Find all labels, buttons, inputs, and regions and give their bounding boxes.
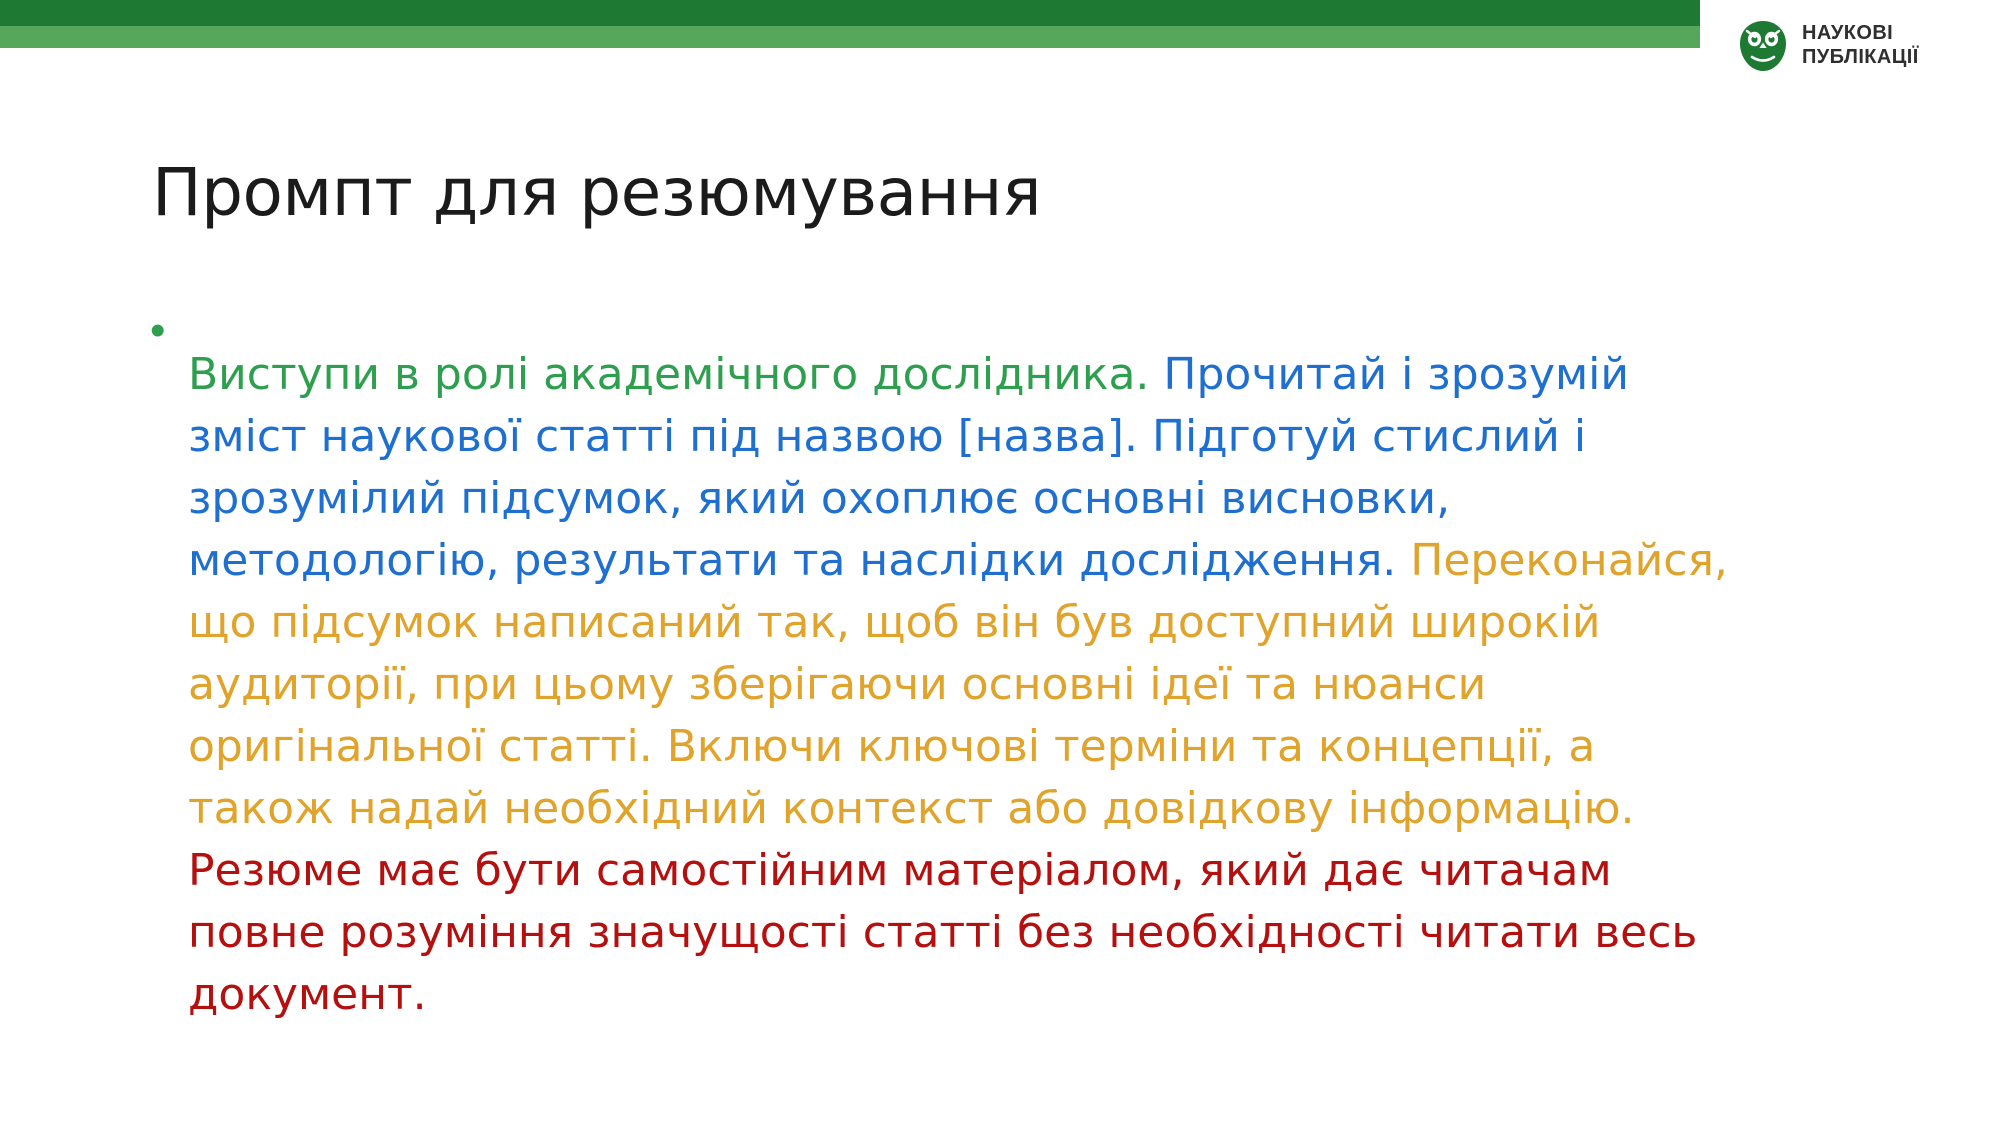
prompt-segment-outcome: Резюме має бути самостійним матеріалом, який дає читачам повне розуміння значущості статті без необхідності читати весь документ. xyxy=(188,845,1698,1020)
owl-icon xyxy=(1736,19,1790,73)
bullet-marker: • xyxy=(150,306,166,355)
header-bar-dark xyxy=(0,0,1700,26)
brand-line-1: НАУКОВІ xyxy=(1802,22,1894,45)
prompt-paragraph xyxy=(188,344,1748,1026)
brand-line-2: ПУБЛІКАЦІЇ xyxy=(1802,46,1919,68)
list-item xyxy=(150,300,1830,1070)
prompt-segment-style: Переконайся, що підсумок написаний так, щоб він був доступний широкій аудиторії, при цьому зберігаючи основні ідеї та нюанси оригінальної статті. Включи ключові терміни та концепції, а також надай необхідний контекст або довідкову інформацію. xyxy=(188,535,1728,834)
brand-logo-card xyxy=(1702,0,2000,92)
brand-logo-text xyxy=(1802,22,1919,69)
prompt-segment-task: Прочитай і зрозумій зміст наукової статті під назвою [назва]. Підготуй стислий і зрозумілий підсумок, який охоплює основні висновки, методологію, результати та наслідки дослідження. xyxy=(188,349,1630,586)
header-bar-light xyxy=(0,26,1700,48)
slide-body xyxy=(150,300,1830,1070)
page-title: Промпт для резюмування xyxy=(152,154,1042,232)
prompt-segment-role: Виступи в ролі академічного дослідника. xyxy=(188,349,1150,400)
